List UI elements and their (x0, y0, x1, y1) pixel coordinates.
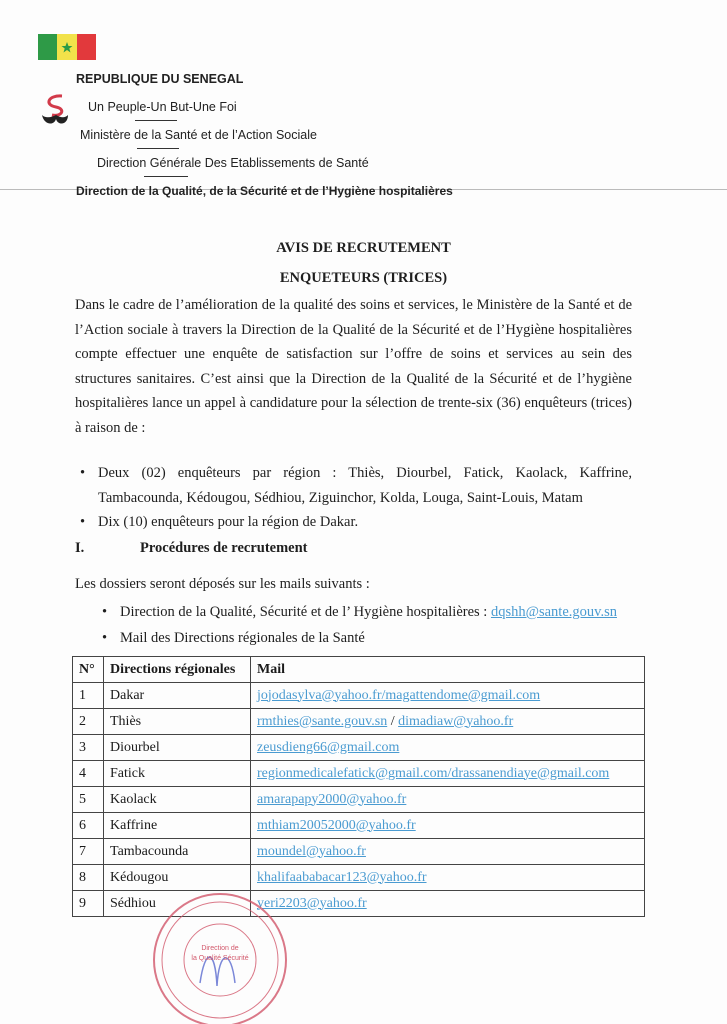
region-mail-cell (251, 891, 645, 917)
region-name: Tambacounda (104, 839, 251, 865)
region-email-link[interactable]: jojodasylva@yahoo.fr/magattendome@gmail.com (257, 687, 541, 703)
table-row (73, 813, 645, 839)
row-number: 2 (73, 709, 104, 735)
regional-directions-table (72, 656, 645, 917)
region-mail-cell (251, 839, 645, 865)
svg-text:Direction de: Direction de (201, 945, 239, 952)
republic-name: REPUBLIQUE DU SENEGAL (76, 72, 244, 86)
region-mail-cell (251, 813, 645, 839)
region-name: Diourbel (104, 735, 251, 761)
table-header-row (73, 657, 645, 683)
table-row (73, 865, 645, 891)
bullet-regional-mails: • Mail des Directions régionales de la Santé (102, 630, 365, 646)
senegal-flag (38, 34, 96, 60)
ministry-logo (38, 93, 74, 127)
region-name: Thiès (104, 709, 251, 735)
region-mail-cell (251, 709, 645, 735)
table-row (73, 787, 645, 813)
region-email-link[interactable]: khalifaababacar123@yahoo.fr (257, 869, 427, 885)
row-number: 3 (73, 735, 104, 761)
row-number: 1 (73, 683, 104, 709)
dqshh-email-link[interactable]: dqshh@sante.gouv.sn (490, 604, 617, 620)
region-name: Kaffrine (104, 813, 251, 839)
notice-subtitle: ENQUETEURS (TRICES) (279, 270, 448, 286)
section-number: I. (75, 540, 85, 556)
table-row (73, 839, 645, 865)
region-name: Kédougou (104, 865, 251, 891)
row-number: 4 (73, 761, 104, 787)
region-mail-cell (251, 865, 645, 891)
table-row (73, 735, 645, 761)
region-mail-cell (251, 735, 645, 761)
table-row (73, 761, 645, 787)
ministry-name: Ministère de la Santé et de l’Action Sociale (80, 128, 317, 142)
region-mail-cell (251, 683, 645, 709)
region-email-link[interactable]: amarapapy2000@yahoo.fr (257, 791, 407, 807)
official-stamp (145, 888, 295, 1024)
email-separator: / (387, 713, 399, 729)
region-email-link[interactable]: mthiam20052000@yahoo.fr (257, 817, 416, 833)
region-email-link[interactable]: moundel@yahoo.fr (257, 843, 366, 859)
bullet-regions: • Deux (02) enquêteurs par région : Thiès, Diourbel, Fatick, Kaolack, Kaffrine, (80, 465, 632, 481)
svg-text:la Qualité Sécurité: la Qualité Sécurité (191, 955, 249, 962)
region-name: Fatick (104, 761, 251, 787)
section-title: Procédures de recrutement (140, 540, 308, 556)
submission-text: Les dossiers seront déposés sur les mails suivants : (75, 576, 370, 592)
region-mail-cell (251, 787, 645, 813)
region-email-link-2[interactable]: dimadiaw@yahoo.fr (398, 713, 514, 729)
table-row (73, 683, 645, 709)
region-name: Kaolack (104, 787, 251, 813)
row-number: 6 (73, 813, 104, 839)
bullet-regions-cont: Tambacounda, Kédougou, Sédhiou, Ziguinchor, Kolda, Louga, Saint-Louis, Matam (98, 490, 583, 506)
intro-paragraph: Dans le cadre de l’amélioration de la qualité des soins et services, le Ministère de la Santé et de l’Action sociale à travers la Direction de la Qualité de la Sécurité et de l’Hygiène hospitalières compte effectuer une enquête de satisfaction sur l’offre de soins et services au sein des structures sanitaires. C’est ainsi que la Direction de la Qualité de la Sécurité et de l’hygiène hospitalières lance un appel à candidature pour la sélection de trente-six (36) enquêteurs (trices) à raison de : (75, 297, 632, 436)
general-direction-name: Direction Générale Des Etablissements de Santé (97, 156, 369, 170)
region-name: Dakar (104, 683, 251, 709)
row-number: 9 (73, 891, 104, 917)
col-header-mail: Mail (251, 657, 645, 683)
col-header-number: N° (73, 657, 104, 683)
region-email-link[interactable]: rmthies@sante.gouv.sn (257, 713, 388, 729)
region-email-link[interactable]: regionmedicalefatick@gmail.com/drassanendiaye@gmail.com (257, 765, 610, 781)
notice-title: AVIS DE RECRUTEMENT (276, 240, 451, 256)
row-number: 8 (73, 865, 104, 891)
col-header-region: Directions régionales (104, 657, 251, 683)
region-email-link[interactable]: zeusdieng66@gmail.com (257, 739, 400, 755)
region-email-link[interactable]: yeri2203@yahoo.fr (257, 895, 367, 911)
row-number: 7 (73, 839, 104, 865)
region-mail-cell (251, 761, 645, 787)
region-name: Sédhiou (104, 891, 251, 917)
row-number: 5 (73, 787, 104, 813)
bullet-dakar: • Dix (10) enquêteurs pour la région de Dakar. (80, 514, 359, 530)
national-motto: Un Peuple-Un But-Une Foi (88, 100, 237, 114)
bullet-dqshh: • Direction de la Qualité, Sécurité et de l’ Hygiène hospitalières : dqshh@sante.gouv.sn (102, 604, 617, 620)
direction-name: Direction de la Qualité, de la Sécurité et de l’Hygiène hospitalières (76, 184, 453, 198)
table-row (73, 709, 645, 735)
